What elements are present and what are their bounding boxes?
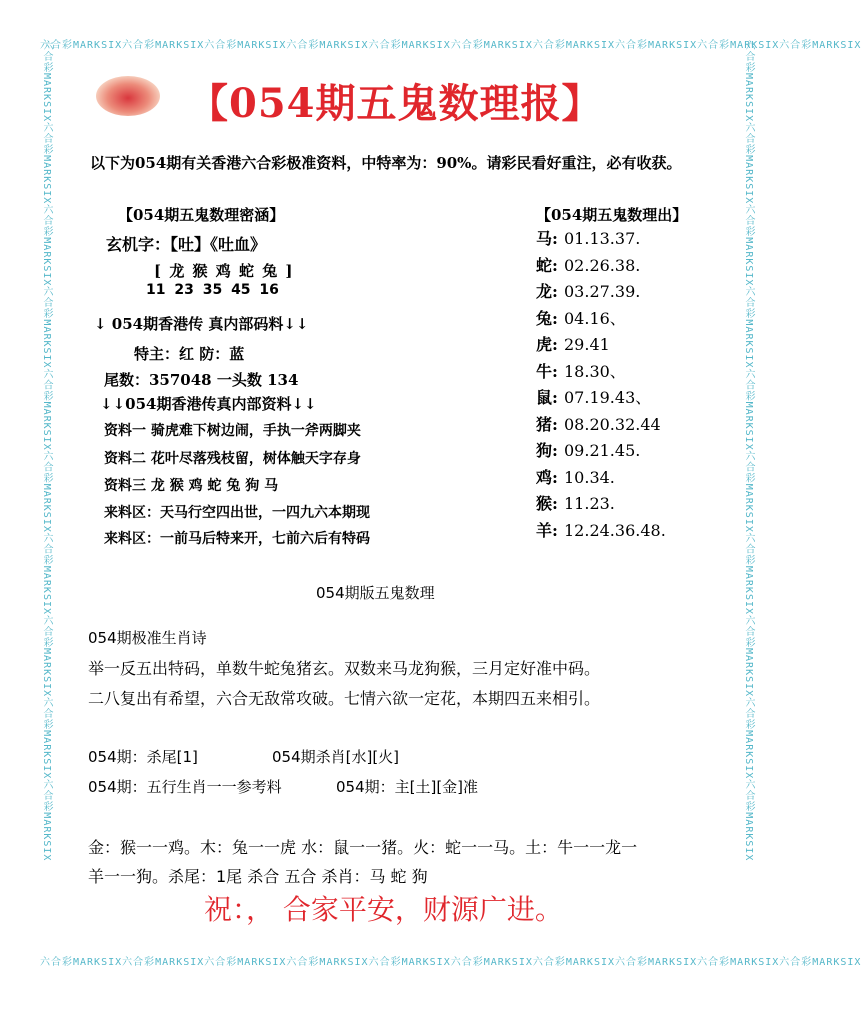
- watermark-bottom: 六合彩MARKSIX六合彩MARKSIX六合彩MARKSIX六合彩MARKSIX六合彩MARKSIX六合彩MARKSIX六合彩MARKSIX六合彩MARKSIX六合彩MARKSIX六合彩MARKSIX: [40, 957, 861, 968]
- lips-logo-icon: [96, 76, 160, 116]
- list-item: 羊: 12.24.36.48.: [536, 520, 666, 540]
- list-item: 鼠: 07.19.43、: [536, 388, 652, 407]
- wuxing-line-2: 羊一一狗。杀尾：1尾 杀合 五合 杀肖：马 蛇 狗: [88, 867, 428, 886]
- laiyu-2: 来料区：一前马后特来开，七前六后有特码: [104, 531, 370, 547]
- zodiac-number-list: [536, 226, 666, 544]
- laiyu-1: 来料区：天马行空四出世，一四九六本期现: [104, 505, 370, 521]
- numbers-line: 11 23 35 45 16: [146, 282, 279, 298]
- list-item: 兔: 04.16、: [536, 308, 626, 328]
- tezhu-line: 特主：红 防：蓝: [134, 345, 245, 363]
- ziliao-2: 资料二 花叶尽落残枝留，树体触天字存身: [104, 451, 361, 467]
- list-item: 龙: 03.27.39.: [536, 282, 641, 301]
- poem-title: 054期极准生肖诗: [88, 629, 207, 647]
- poem-line-1: 举一反五出特码，单数牛蛇兔猪玄。双数来马龙狗猴，三月定好准中码。: [88, 659, 601, 678]
- weishu-line: 尾数：357048 一头数 134: [104, 371, 299, 389]
- watermark-top: 六合彩MARKSIX六合彩MARKSIX六合彩MARKSIX六合彩MARKSIX六合彩MARKSIX六合彩MARKSIX六合彩MARKSIX六合彩MARKSIX六合彩MARKSIX六合彩MARKSIX: [40, 40, 861, 51]
- animals-line: [ 龙 猴 鸡 蛇 兔 ]: [154, 262, 293, 280]
- ziliao-3: 资料三 龙 猴 鸡 蛇 兔 狗 马: [104, 478, 279, 494]
- list-item: 猴: 11.23.: [536, 494, 615, 513]
- left-section-title: 【054期五鬼数理密涵】: [118, 206, 285, 224]
- list-item: 狗: 09.21.45.: [536, 441, 641, 460]
- lower-subtitle: 054期版五鬼数理: [316, 584, 435, 602]
- list-item: 鸡: 10.34.: [536, 467, 615, 487]
- watermark-right: 六合彩MARKSIX六合彩MARKSIX六合彩MARKSIX六合彩MARKSIX六合彩MARKSIX六合彩MARKSIX六合彩MARKSIX六合彩MARKSIX六合彩MARKSIX六合彩MARKSIX: [743, 40, 754, 862]
- list-item: 猪: 08.20.32.44: [536, 414, 661, 434]
- page-title: 【054期五鬼数理报】: [188, 80, 603, 127]
- right-section-title: 【054期五鬼数理出】: [536, 206, 688, 224]
- list-item: 蛇: 02.26.38.: [536, 255, 641, 275]
- wuxing-reference-line: 054期：五行生肖一一参考料: [88, 778, 282, 796]
- hk-code-line: ↓ 054期香港传 真内部码料↓↓: [94, 315, 309, 333]
- watermark-left: 六合彩MARKSIX六合彩MARKSIX六合彩MARKSIX六合彩MARKSIX六合彩MARKSIX六合彩MARKSIX六合彩MARKSIX六合彩MARKSIX六合彩MARKSIX六合彩MARKSIX: [41, 40, 52, 862]
- kill-zodiac-line: 054期杀肖[水][火]: [272, 748, 400, 766]
- poem-line-2: 二八复出有希望，六合无敌常攻破。七情六欲一定花，本期四五来相引。: [88, 689, 601, 708]
- list-item: 牛: 18.30、: [536, 361, 626, 381]
- intro-text: 以下为054期有关香港六合彩极准资料，中特率为：90%。请彩民看好重注，必有收获。: [90, 154, 682, 172]
- wuxing-line-1: 金：猴一一鸡。木：兔一一虎 水：鼠一一猪。火：蛇一一马。土：牛一一龙一: [88, 838, 638, 857]
- list-item: 马: 01.13.37.: [536, 229, 641, 248]
- blessing-text: 祝：， 合家平安，财源广进。: [204, 893, 563, 926]
- kill-tail-line: 054期：杀尾[1]: [88, 748, 198, 766]
- xuanji-line: 玄机字：【吐】《吐血》: [106, 235, 267, 254]
- ziliao-1: 资料一 骑虎难下树边闹，手执一斧两脚夹: [104, 423, 361, 439]
- list-item: 虎: 29.41: [536, 335, 610, 354]
- main-element-line: 054期：主[土][金]准: [336, 778, 479, 796]
- hk-data-line: ↓↓054期香港传真内部资料↓↓: [100, 395, 317, 413]
